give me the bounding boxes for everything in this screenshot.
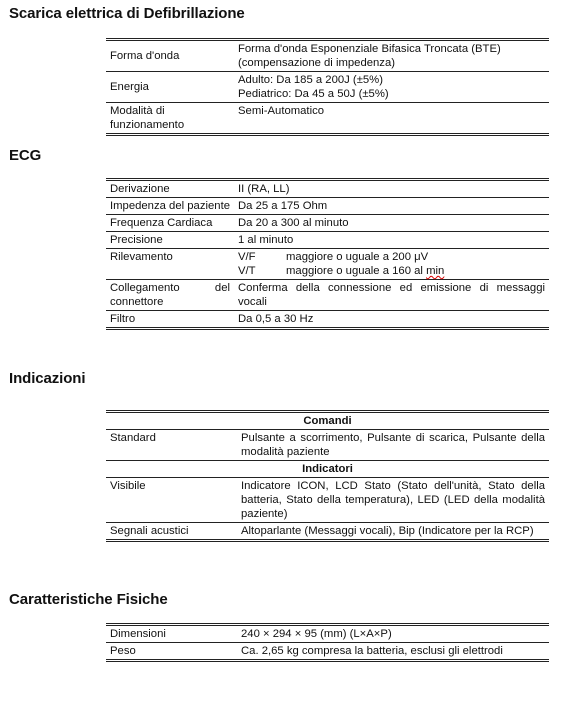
row-value: [234, 249, 549, 280]
sub-key: V/T: [238, 265, 256, 277]
value-line: Pediatrico: Da 45 a 50J (±5%): [238, 88, 389, 100]
table-row: [106, 311, 549, 329]
row-value: [234, 40, 549, 72]
sub-row: [238, 250, 545, 264]
table-row: [106, 625, 549, 643]
row-value: Pulsante a scorrimento, Pulsante di scarica, Pulsante della modalità paziente: [237, 430, 549, 461]
row-label: Visibile: [106, 478, 237, 523]
sub-row: [238, 264, 545, 278]
row-label: Impedenza del paziente: [106, 198, 234, 215]
row-label: Peso: [106, 643, 237, 661]
table-row: [106, 198, 549, 215]
table-section-header: [106, 461, 549, 478]
section-title-indicazioni: Indicazioni: [9, 370, 86, 387]
table-row: [106, 523, 549, 541]
table-row: [106, 40, 549, 72]
row-value: II (RA, LL): [238, 183, 290, 195]
sub-value-text: maggiore o uguale a 160 al: [286, 265, 427, 277]
row-value: Altoparlante (Messaggi vocali), Bip (Indicatore per la RCP): [237, 523, 549, 541]
row-value: 240 × 294 × 95 (mm) (L×A×P): [241, 628, 392, 640]
table-row: [106, 103, 549, 135]
table-row: [106, 249, 549, 280]
row-label: Rilevamento: [106, 249, 234, 280]
row-value: Semi-Automatico: [234, 103, 549, 135]
value-line: (compensazione di impedenza): [238, 57, 395, 69]
sub-key: V/F: [238, 251, 256, 263]
value-line: Forma d'onda Esponenziale Bifasica Troncata (BTE): [238, 43, 501, 55]
row-label: Dimensioni: [110, 628, 166, 640]
section-title-ecg: ECG: [9, 147, 42, 164]
row-value: Da 0,5 a 30 Hz: [234, 311, 549, 329]
table-row: [106, 215, 549, 232]
row-label: Derivazione: [110, 183, 170, 195]
table-row: [106, 72, 549, 103]
row-value: 1 al minuto: [234, 232, 549, 249]
section-title-fisiche: Caratteristiche Fisiche: [9, 591, 168, 608]
table-row: [106, 643, 549, 661]
table-row: [106, 232, 549, 249]
row-label: Collegamento del connettore: [106, 280, 234, 311]
table-row: [106, 280, 549, 311]
row-label: Forma d'onda: [110, 50, 180, 62]
row-label: Energia: [106, 72, 234, 103]
table-fisiche: [106, 623, 549, 662]
label-line: funzionamento: [110, 119, 185, 131]
row-value: Indicatore ICON, LCD Stato (Stato dell'unità, Stato della batteria, Stato della temperatura), LED (LED della modalità paziente): [237, 478, 549, 523]
section-header-indicatori: Indicatori: [106, 461, 549, 478]
row-label: Segnali acustici: [106, 523, 237, 541]
section-header-comandi: Comandi: [303, 415, 352, 427]
spellcheck-underlined-text: min: [426, 265, 445, 277]
row-value: Conferma della connessione ed emissione di messaggi vocali: [234, 280, 549, 311]
row-label: Filtro: [106, 311, 234, 329]
table-row: [106, 430, 549, 461]
row-label: [106, 103, 234, 135]
table-row: [106, 180, 549, 198]
row-value: Da 25 a 175 Ohm: [234, 198, 549, 215]
row-value: Da 20 a 300 al minuto: [234, 215, 549, 232]
sub-value: maggiore o uguale a 200 μV: [286, 251, 429, 263]
row-value: Ca. 2,65 kg compresa la batteria, esclusi gli elettrodi: [237, 643, 549, 661]
table-scarica: [106, 38, 549, 136]
table-row: [106, 478, 549, 523]
table-ecg: [106, 178, 549, 330]
table-indicazioni: [106, 410, 549, 542]
row-label: Precisione: [106, 232, 234, 249]
sub-value: [286, 264, 444, 278]
table-section-header: [106, 412, 549, 430]
value-line: Adulto: Da 185 a 200J (±5%): [238, 74, 383, 86]
row-value: [234, 72, 549, 103]
row-label: Frequenza Cardiaca: [106, 215, 234, 232]
label-line: Modalità di: [110, 105, 165, 117]
row-label: Standard: [106, 430, 237, 461]
section-title-scarica: Scarica elettrica di Defibrillazione: [9, 5, 245, 22]
